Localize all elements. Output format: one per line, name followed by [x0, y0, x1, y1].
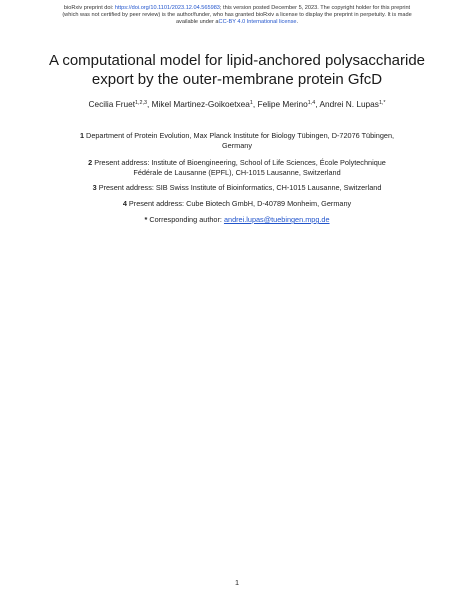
author-separator: , — [252, 99, 258, 109]
header-line-3-prefix: available under a — [175, 19, 219, 25]
header-line-2: (which was not certified by peer review) is the author/funder, who has granted bioRxiv a license to display the preprint in perpetuity. It is made — [62, 12, 412, 18]
affiliation-4 — [30, 199, 444, 209]
affiliation-text: Present address: Institute of Bioengineering, School of Life Sciences, École Polytechnique — [94, 158, 386, 167]
author-separator: , — [147, 99, 152, 109]
author-name: Mikel Martinez-Goikoetxea — [151, 99, 250, 109]
corresponding-email-link[interactable]: andrei.lupas@tuebingen.mpg.de — [223, 215, 330, 224]
preprint-header — [20, 5, 454, 26]
affiliation-1 — [30, 131, 444, 150]
author-list — [20, 99, 454, 110]
corresponding-label: Corresponding author: — [149, 215, 224, 224]
affiliation-3 — [30, 183, 444, 193]
affiliation-text: Present address: Cube Biotech GmbH, D-40789 Monheim, Germany — [128, 199, 352, 208]
affiliation-text: Department of Protein Evolution, Max Planck Institute for Biology Tübingen, D-72076 Tübingen, — [86, 131, 395, 140]
corresponding-asterisk: * — [144, 215, 148, 224]
author-affiliation-sup: 1,2,3 — [135, 100, 148, 106]
affiliation-number: 1 — [79, 131, 85, 140]
doi-link[interactable]: https://doi.org/10.1101/2023.12.04.565983 — [114, 5, 220, 11]
author-name: Cecilia Fruet — [88, 99, 136, 109]
header-line-3 — [20, 19, 454, 26]
corresponding-author — [30, 215, 444, 225]
header-line-3-suffix: . — [296, 19, 299, 25]
affiliation-text: Present address: SIB Swiss Institute of Bioinformatics, CH-1015 Lausanne, Switzerland — [98, 183, 382, 192]
author-name: Andrei N. Lupas — [319, 99, 379, 109]
page-number: 1 — [234, 578, 240, 587]
affiliation-number: 3 — [92, 183, 97, 192]
header-line-1-suffix: ; this version posted December 5, 2023. The copyright holder for this preprint — [219, 5, 411, 11]
author-name: Felipe Merino — [257, 99, 308, 109]
header-line-1-prefix: bioRxiv preprint doi: — [63, 5, 115, 11]
paper-title — [30, 52, 444, 89]
author-affiliation-sup: 1,* — [378, 100, 386, 106]
title-line-1: A computational model for lipid-anchored polysaccharide — [48, 52, 426, 69]
affiliation-text-cont: Fédérale de Lausanne (EPFL), CH-1015 Lausanne, Switzerland — [133, 167, 341, 177]
header-line-1 — [20, 5, 454, 12]
title-line-2: export by the outer-membrane protein GfcD — [91, 70, 383, 88]
author-affiliation-sup: 1,4 — [307, 100, 316, 106]
author-separator: , — [315, 99, 320, 109]
license-link[interactable]: CC-BY 4.0 International license — [218, 19, 297, 25]
affiliation-text-cont: Germany — [221, 140, 252, 150]
author-affiliation-sup: 1 — [249, 100, 253, 106]
affiliation-2 — [30, 158, 444, 177]
affiliation-number: 4 — [122, 199, 127, 208]
affiliation-number: 2 — [88, 158, 93, 167]
